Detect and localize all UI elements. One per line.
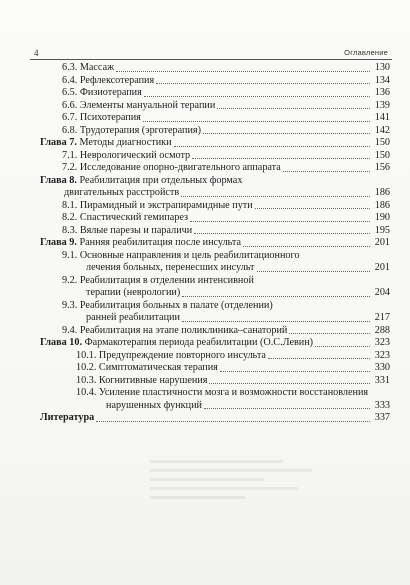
header-rule (30, 59, 392, 60)
toc-entry-9-2-line1[interactable] (40, 275, 390, 288)
toc-entry-title: 10.1. Предупреждение повторного инсульта (76, 349, 266, 361)
leader-dots (255, 208, 370, 209)
leader-dots (181, 196, 370, 197)
table-of-contents (40, 62, 390, 425)
leader-dots (283, 171, 370, 172)
toc-entry-9-2-line2[interactable] (40, 287, 390, 300)
toc-entry-title: 6.8. Трудотерапия (эрготерапия) (62, 124, 201, 136)
leader-dots (96, 421, 370, 422)
toc-entry-page: 201 (374, 262, 390, 273)
toc-entry-8-2[interactable] (40, 212, 390, 225)
toc-entry-title: 9.1. Основные направления и цель реабилитационного (62, 249, 300, 261)
toc-entry-page: 288 (374, 324, 390, 336)
toc-chapter-title (40, 337, 313, 350)
toc-chapter-title (40, 137, 172, 150)
toc-entry-title: 10.2. Симптоматическая терапия (76, 362, 218, 373)
toc-entry-page: 141 (374, 112, 390, 123)
toc-entry-10-3[interactable] (40, 375, 390, 388)
toc-entry-10-4-line2[interactable] (40, 400, 390, 413)
toc-entry-title: 6.7. Психотерапия (62, 112, 141, 123)
toc-entry-title: 8.3. Вялые парезы и параличи (62, 224, 193, 236)
toc-entry-9-1-line1[interactable] (40, 250, 390, 263)
leader-dots (192, 158, 370, 159)
toc-entry-page: 186 (374, 199, 390, 211)
toc-entry-title: 7.2. Исследование опорно-двигательного аппарата (62, 162, 281, 173)
toc-entry-page: 134 (374, 74, 390, 86)
leader-dots (268, 358, 370, 359)
toc-entry-page: 139 (374, 99, 390, 111)
toc-chapter-7[interactable] (40, 137, 390, 150)
toc-entry-10-1[interactable] (40, 350, 390, 363)
toc-entry-title-cont: нарушенных функций (106, 399, 202, 411)
toc-entry-title: 10.4. Усиление пластичности мозга и возможности восстановления (76, 387, 369, 398)
chapter-label: Глава 8. (40, 174, 77, 186)
toc-entry-page: 136 (374, 87, 390, 98)
toc-entry-6-6[interactable] (40, 100, 390, 113)
toc-entry-6-4[interactable] (40, 75, 390, 88)
leader-dots (209, 383, 370, 384)
toc-entry-page: 130 (374, 62, 390, 73)
leader-dots (257, 271, 371, 272)
toc-chapter-8-line1[interactable] (40, 175, 390, 188)
toc-entry-10-4-line1[interactable] (40, 387, 390, 400)
toc-entry-page: 323 (374, 337, 390, 348)
toc-entry-page: 337 (374, 412, 390, 423)
leader-dots (182, 296, 370, 297)
leader-dots (144, 96, 370, 97)
toc-entry-7-2[interactable] (40, 162, 390, 175)
toc-entry-8-3[interactable] (40, 225, 390, 238)
toc-entry-9-4[interactable] (40, 325, 390, 338)
leader-dots (182, 321, 370, 322)
leader-dots (143, 121, 370, 122)
toc-entry-title: Литература (40, 412, 95, 423)
toc-entry-title: 9.3. Реабилитация больных в палате (отделении) (62, 299, 273, 311)
chapter-label: Глава 9. (40, 237, 77, 248)
toc-entry-page: 190 (374, 212, 390, 223)
toc-entry-6-8[interactable] (40, 125, 390, 138)
toc-entry-page: 330 (374, 362, 390, 373)
leader-dots (315, 346, 370, 347)
toc-entry-9-3-line1[interactable] (40, 300, 390, 313)
toc-entry-title: 10.3. Когнитивные нарушения (76, 374, 208, 386)
toc-entry-title: 8.2. Спастический гемипарез (62, 212, 189, 223)
toc-entry-page: 201 (374, 237, 390, 248)
chapter-label: Глава 7. (40, 137, 77, 148)
chapter-name: Методы диагностики (79, 137, 172, 148)
leader-dots (203, 133, 370, 134)
toc-entry-page: 204 (374, 287, 390, 298)
chapter-name-cont: двигательных расстройств (64, 187, 180, 198)
toc-entry-page: 150 (374, 149, 390, 161)
toc-entry-title: 7.1. Неврологический осмотр (62, 149, 191, 161)
toc-literature[interactable] (40, 412, 390, 425)
leader-dots (217, 108, 370, 109)
chapter-name: Реабилитация при отдельных формах (79, 174, 243, 186)
toc-entry-page: 195 (374, 224, 390, 236)
leader-dots (156, 83, 370, 84)
toc-entry-page: 217 (374, 312, 390, 323)
toc-entry-title: 6.4. Рефлексотерапия (62, 74, 155, 86)
toc-entry-page: 323 (374, 349, 390, 361)
chapter-label: Глава 10. (40, 337, 83, 348)
toc-entry-6-3[interactable] (40, 62, 390, 75)
toc-entry-page: 150 (374, 137, 390, 148)
toc-chapter-title (40, 237, 241, 250)
toc-entry-9-3-line2[interactable] (40, 312, 390, 325)
leader-dots (116, 71, 370, 72)
toc-entry-title-cont: лечения больных, перенесших инсульт (86, 262, 255, 273)
toc-entry-title: 9.2. Реабилитация в отделении интенсивной (62, 274, 254, 286)
leader-dots (289, 333, 370, 334)
toc-entry-6-5[interactable] (40, 87, 390, 100)
toc-entry-title: 6.6. Элементы мануальной терапии (62, 99, 216, 111)
toc-entry-page: 331 (374, 374, 390, 386)
chapter-name: Фармакотерапия периода реабилитации (О.С.Левин) (84, 337, 314, 348)
chapter-name: Ранняя реабилитация после инсульта (79, 237, 242, 248)
toc-chapter-8-line2[interactable] (40, 187, 390, 200)
toc-entry-page: 142 (374, 124, 390, 136)
toc-entry-page: 333 (374, 399, 390, 411)
toc-entry-title-cont: ранней реабилитации (86, 312, 180, 323)
toc-entry-page: 156 (374, 162, 390, 173)
toc-entry-9-1-line2[interactable] (40, 262, 390, 275)
toc-entry-title-cont: терапии (неврологии) (86, 287, 181, 298)
toc-entry-title: 8.1. Пирамидный и экстрапирамидные пути (62, 199, 253, 211)
leader-dots (204, 408, 370, 409)
toc-entry-8-1[interactable] (40, 200, 390, 213)
leader-dots (194, 233, 370, 234)
toc-entry-7-1[interactable] (40, 150, 390, 163)
leader-dots (190, 221, 370, 222)
running-header-title: Оглавление (344, 48, 388, 57)
leader-dots (220, 371, 370, 372)
toc-chapter-9[interactable] (40, 237, 390, 250)
toc-entry-title: 6.5. Физиотерапия (62, 87, 142, 98)
leader-dots (174, 146, 370, 147)
toc-entry-title: 6.3. Массаж (62, 62, 115, 73)
leader-dots (243, 246, 370, 247)
toc-entry-10-2[interactable] (40, 362, 390, 375)
page-number: 4 (34, 48, 39, 58)
print-bleed-through (150, 460, 340, 520)
toc-entry-6-7[interactable] (40, 112, 390, 125)
toc-entry-page: 186 (374, 187, 390, 198)
toc-entry-title: 9.4. Реабилитация на этапе поликлиника–санаторий (62, 324, 288, 336)
toc-chapter-10[interactable] (40, 337, 390, 350)
